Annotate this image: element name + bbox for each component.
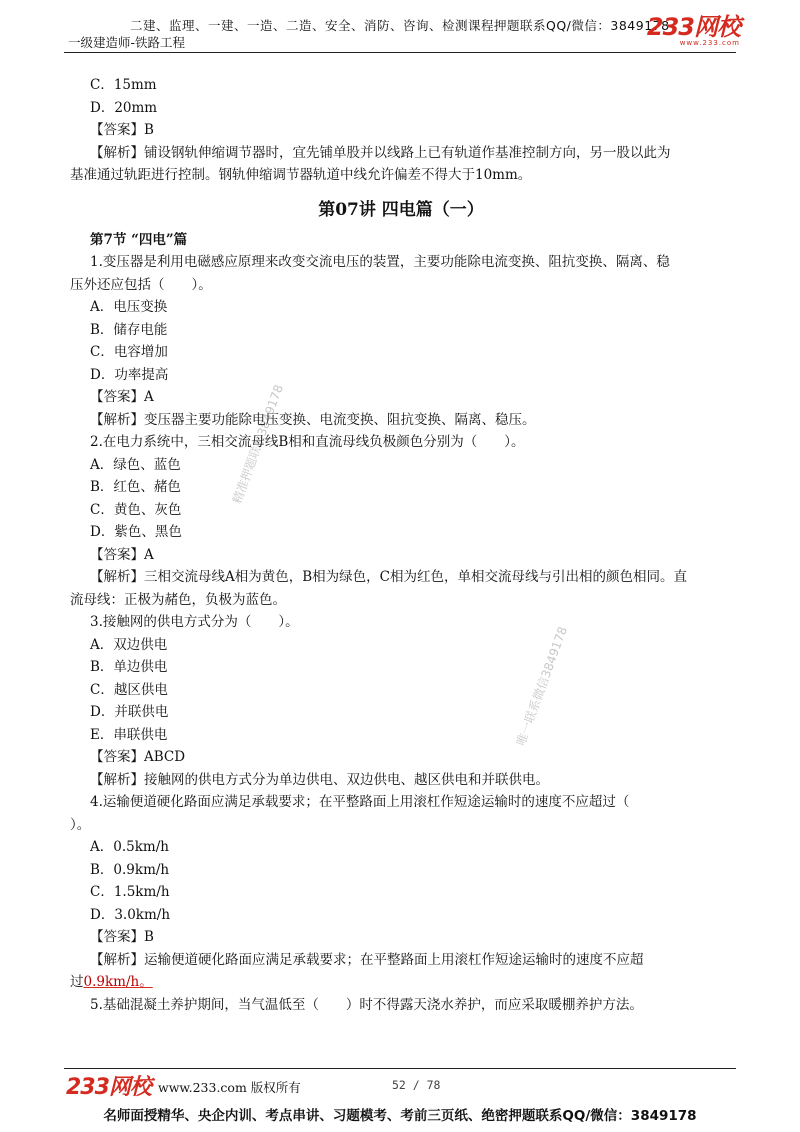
q2-option-d: D．紫色、黑色 xyxy=(90,524,182,540)
q4-analysis-line2 xyxy=(70,971,732,994)
q2-stem: 2.在电力系统中，三相交流母线B相和直流母线负极颜色分别为（ ）。 xyxy=(90,434,525,450)
lecture-title: 第07讲 四电篇（一） xyxy=(318,199,484,220)
header-logo xyxy=(647,15,740,47)
q1-option-a: A．电压变换 xyxy=(90,299,168,315)
q3-answer: 【答案】ABCD xyxy=(90,749,186,765)
q4-stem-line2: ）。 xyxy=(70,816,91,833)
q3-analysis: 【解析】接触网的供电方式分为单边供电、双边供电、越区供电和并联供电。 xyxy=(90,771,549,788)
q3-option-c: C．越区供电 xyxy=(90,681,168,698)
q1-answer: 【答案】A xyxy=(90,389,154,405)
q3-stem: 3.接触网的供电方式分为（ ）。 xyxy=(90,614,299,630)
header-divider xyxy=(64,52,736,53)
page-number: 52 / 78 xyxy=(392,1078,441,1092)
q4-stem-line1: 4.运输便道硬化路面应满足承载要求；在平整路面上用滚杠作短途运输时的速度不应超过（ xyxy=(90,794,630,810)
document-body xyxy=(70,74,732,1016)
q4-answer: 【答案】B xyxy=(90,929,154,945)
watermark-1: 精准押题联系3849178 xyxy=(229,382,286,506)
footer-promo: 名师面授精华、央企内训、考点串讲、习题模考、考前三页纸、绝密押题联系QQ/微信：3849178 xyxy=(103,1108,697,1124)
q3-option-e: E．串联供电 xyxy=(90,726,168,743)
brand-logo: 233网校 xyxy=(646,13,740,41)
prev-analysis-line1: 【解析】铺设钢轨伸缩调节器时，宜先铺单股并以线路上已有轨道作基准控制方向，另一股以此为 xyxy=(90,144,671,161)
q2-analysis-line1: 【解析】三相交流母线A相为黄色，B相为绿色，C相为红色，单相交流母线与引出相的颜色相同。直 xyxy=(90,569,687,585)
q1-option-d: D．功率提高 xyxy=(90,366,169,383)
q1-analysis: 【解析】变压器主要功能除电压变换、电流变换、阻抗变换、隔离、稳压。 xyxy=(90,411,536,428)
footer-logo: 233网校 xyxy=(66,1075,151,1100)
section-title: 第7节 “四电”篇 xyxy=(90,231,188,248)
header-promo: 二建、监理、一建、一造、二造、安全、消防、咨询、检测课程押题联系QQ/微信：3849178 xyxy=(130,18,670,33)
q5-stem: 5.基础混凝土养护期间，当气温低至（ ）时不得露天浇水养护，而应采取暖棚养护方法。 xyxy=(90,996,643,1013)
q1-option-c: C．电容增加 xyxy=(90,344,168,360)
q4-analysis-prefix: 过 xyxy=(70,974,84,990)
q4-option-b: B．0.9km/h xyxy=(90,861,170,878)
q1-option-b: B．储存电能 xyxy=(90,321,168,338)
q2-option-b: B．红色、赭色 xyxy=(90,479,181,495)
q4-analysis-highlight: 0.9km/h。 xyxy=(83,974,153,990)
footer-divider xyxy=(64,1068,736,1069)
q3-option-d: D．并联供电 xyxy=(90,704,169,720)
header-subject: 一级建造师-铁路工程 xyxy=(68,35,186,50)
q4-option-a: A．0.5km/h xyxy=(90,839,169,855)
q3-option-b: B．单边供电 xyxy=(90,659,168,675)
prev-analysis-line2: 基准通过轨距进行控制。钢轨伸缩调节器轨道中线允许偏差不得大于10mm。 xyxy=(70,167,532,183)
q4-analysis-line1: 【解析】运输便道硬化路面应满足承载要求；在平整路面上用滚杠作短途运输时的速度不应超 xyxy=(90,951,644,968)
q2-option-c: C．黄色、灰色 xyxy=(90,501,182,518)
prev-option-d: D．20mm xyxy=(90,99,158,116)
watermark-2: 唯一联系微信3849178 xyxy=(513,624,570,748)
q4-option-c: C．1.5km/h xyxy=(90,884,170,900)
q1-stem-line1: 1.变压器是利用电磁感应原理来改变交流电压的装置，主要功能除电流变换、阻抗变换、隔离、稳 xyxy=(90,254,670,270)
brand-url: www.233.com xyxy=(679,39,740,47)
footer-copyright: www.233.com 版权所有 xyxy=(158,1080,301,1095)
q2-analysis-line2: 流母线：正极为赭色，负极为蓝色。 xyxy=(70,591,286,608)
q4-option-d: D．3.0km/h xyxy=(90,906,171,923)
prev-option-c: C．15mm xyxy=(90,77,157,93)
q2-answer: 【答案】A xyxy=(90,546,154,563)
q1-stem-line2: 压外还应包括（ ）。 xyxy=(70,276,212,293)
prev-answer: 【答案】B xyxy=(90,122,154,138)
q2-option-a: A．绿色、蓝色 xyxy=(90,456,181,473)
q3-option-a: A．双边供电 xyxy=(90,636,168,653)
